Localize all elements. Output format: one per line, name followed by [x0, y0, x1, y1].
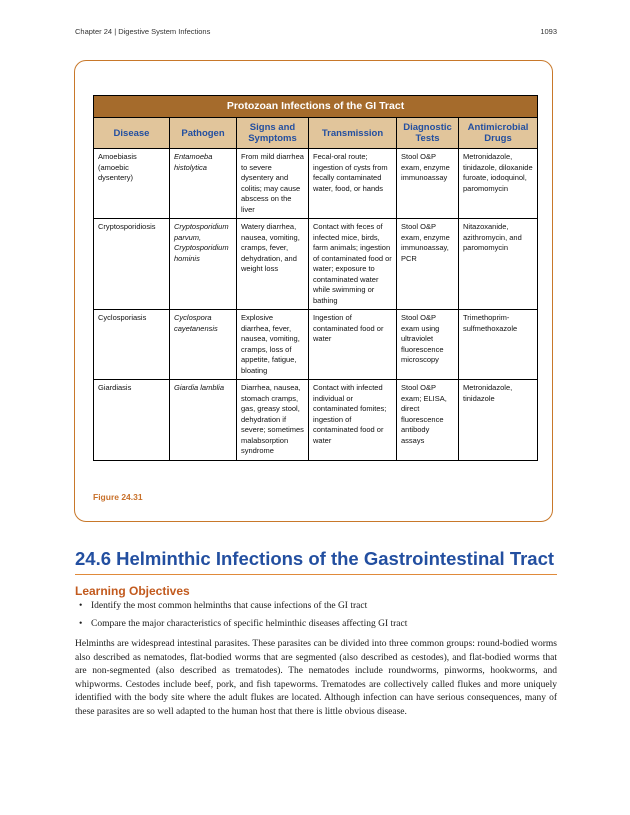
chapter-label: Chapter 24 | Digestive System Infections	[75, 27, 211, 36]
list-item: • Identify the most common helminths that cause infections of the GI tract	[75, 600, 557, 614]
signs-cell: From mild diarrhea to severe dysentery and colitis; may cause abscess on the liver	[237, 149, 309, 219]
disease-cell: Amoebiasis (amoebic dysentery)	[94, 149, 170, 219]
list-item: • Compare the major characteristics of specific helminthic diseases affecting GI tract	[75, 618, 557, 632]
transmission-cell: Fecal-oral route; ingestion of cysts from fecally contaminated water, food, or hands	[309, 149, 397, 219]
section-divider	[75, 574, 557, 575]
column-header-diagnostic-tests: Diagnostic Tests	[397, 118, 459, 149]
disease-cell: Cyclosporiasis	[94, 310, 170, 380]
column-header-transmission: Transmission	[309, 118, 397, 149]
column-header-disease: Disease	[94, 118, 170, 149]
drugs-cell: Metronidazole, tinidazole	[459, 380, 538, 461]
column-header-pathogen: Pathogen	[170, 118, 237, 149]
disease-cell: Cryptosporidiosis	[94, 219, 170, 310]
drugs-cell: Nitazoxanide, azithromycin, and paromomycin	[459, 219, 538, 310]
tests-cell: Stool O&P exam, enzyme immunoassay	[397, 149, 459, 219]
drugs-cell: Metronidazole, tinidazole, diloxanide furoate, iodoquinol, paromomycin	[459, 149, 538, 219]
pathogen-cell: Entamoeba histolytica	[170, 149, 237, 219]
body-paragraph: Helminths are widespread intestinal parasites. These parasites can be divided into three common groups: round-bodied worms also described as nematodes, flat-bodied worms that are segmented (also described as cestodes), and flat-bodied worms that are non-segmented (also described as trematodes). The nematodes include roundworms, pinworms, hookworms, and whipworms. Cestodes include beef, pork, and fish tapeworms. Trematodes are collectively called flukes and more uniquely identified with the body site where the adult flukes are located. Although infection can have serious consequences, many of these parasites are so well adapted to the human host that there is little obvious disease.	[75, 639, 557, 717]
pathogen-cell: Cyclospora cayetanensis	[170, 310, 237, 380]
column-header-signs-and-symptoms: Signs and Symptoms	[237, 118, 309, 149]
disease-cell: Giardiasis	[94, 380, 170, 461]
pathogen-cell: Giardia lamblia	[170, 380, 237, 461]
tests-cell: Stool O&P exam; ELISA, direct fluorescence antibody assays	[397, 380, 459, 461]
tests-cell: Stool O&P exam using ultraviolet fluorescence microscopy	[397, 310, 459, 380]
protozoan-infections-table	[93, 95, 538, 461]
table-title: Protozoan Infections of the GI Tract	[94, 96, 538, 118]
transmission-cell: Contact with feces of infected mice, birds, farm animals; ingestion of contaminated food or water; exposure to contaminated water while swimming or bathing	[309, 219, 397, 310]
pathogen-cell: Cryptosporidium parvum, Cryptosporidium hominis	[170, 219, 237, 310]
signs-cell: Diarrhea, nausea, stomach cramps, gas, greasy stool, dehydration if severe; sometimes malabsorption syndrome	[237, 380, 309, 461]
section-title: 24.6 Helminthic Infections of the Gastrointestinal Tract	[75, 548, 555, 569]
page-number: 1093	[540, 27, 557, 36]
column-header-antimicrobial-drugs: Antimicrobial Drugs	[459, 118, 538, 149]
table-row	[94, 310, 538, 380]
drugs-cell: Trimethoprim-sulfmethoxazole	[459, 310, 538, 380]
learning-objectives-heading: Learning Objectives	[75, 584, 190, 598]
figure-caption: Figure 24.31	[93, 492, 143, 502]
transmission-cell: Ingestion of contaminated food or water	[309, 310, 397, 380]
tests-cell: Stool O&P exam, enzyme immunoassay, PCR	[397, 219, 459, 310]
signs-cell: Explosive diarrhea, fever, nausea, vomiting, cramps, loss of appetite, fatigue, bloating	[237, 310, 309, 380]
table-row	[94, 149, 538, 219]
table-row	[94, 219, 538, 310]
learning-objectives-list	[75, 600, 557, 635]
transmission-cell: Contact with infected individual or contaminated fomites; ingestion of contaminated food or water	[309, 380, 397, 461]
table-row	[94, 380, 538, 461]
page-header	[75, 27, 557, 36]
signs-cell: Watery diarrhea, nausea, vomiting, cramps, fever, dehydration, and weight loss	[237, 219, 309, 310]
